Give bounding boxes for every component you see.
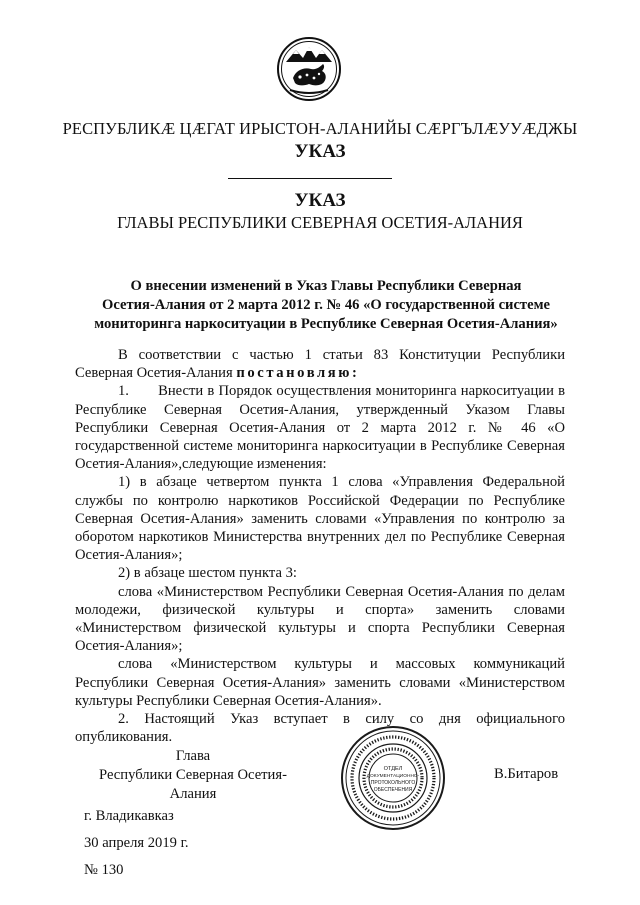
intro-text: В соответствии с частью 1 статьи 83 Конституции Республики Северная Осетия-Алания — [75, 347, 565, 382]
title-line-2: Осетия-Алания от 2 марта 2012 г. № 46 «О государственной системе — [101, 297, 550, 313]
sub-item-1: 1) в абзаце четвертом пункта 1 слова «Управления Федеральной службы по контролю наркотиков Российской Федерации по Республике Северная Осетия-Алания» заменить словами «Управления по контролю за оборотом наркотиков Министерства внутренних дел по Республике Северная Осетия-Алания»; — [75, 474, 565, 564]
signatory-title-line-1: Глава — [175, 748, 211, 764]
decree-heading-ossetian: УКАЗ — [294, 141, 346, 162]
decree-number: № 130 — [84, 862, 124, 878]
sub-item-2b: слова «Министерством культуры и массовых коммуникаций Республики Северная Осетия-Алания» заменить словами «Министерством культуры Республики Северная Осетия-Алания». — [75, 656, 565, 709]
sub-item-2a: слова «Министерством Республики Северная Осетия-Алания по делам молодежи, физической культуры и спорта» заменить словами «Министерством физической культуры и спорта Республики Северная Осетия-Алания»; — [75, 583, 565, 655]
decree-word: постановляю: — [236, 365, 360, 382]
title-line-1: О внесении изменений в Указ Главы Республики Северная — [130, 278, 522, 294]
sub-item-2: 2) в абзаце шестом пункта 3: — [118, 565, 297, 582]
signatory-title-line-2: Республики Северная Осетия-Алания — [99, 767, 287, 802]
issuer-line: ГЛАВЫ РЕСПУБЛИКИ СЕВЕРНАЯ ОСЕТИЯ-АЛАНИЯ — [117, 213, 523, 232]
divider-line — [228, 178, 392, 179]
issue-date: 30 апреля 2019 г. — [84, 835, 189, 851]
official-round-seal-icon — [340, 725, 446, 831]
seal-center-line-1: ОТДЕЛ — [383, 766, 403, 772]
issue-city: г. Владикавказ — [84, 808, 174, 824]
intro-paragraph — [75, 346, 565, 382]
coat-of-arms-emblem-icon — [276, 36, 342, 102]
seal-center-line-2: ДОКУМЕНТАЦИОННО- — [366, 774, 420, 779]
item-1: 1. Внести в Порядок осуществления мониторинга наркоситуации в Республике Северная Осетия-Алания, утвержденный Указом Главы Республики Северная Осетия-Алания от 2 марта 2012 г. № 46 «О государственной системе мониторинга наркоситуации в Республике Северная Осетия-Алания»,следующие изменения: — [75, 383, 565, 473]
title-line-3: мониторинга наркоситуации в Республике Северная Осетия-Алания» — [94, 316, 558, 332]
document-title — [78, 277, 574, 334]
seal-center-line-3: ПРОТОКОЛЬНОГО — [370, 780, 416, 786]
republic-name-ossetian: РЕСПУБЛИКӔ ЦӔГАТ ИРЫСТОН-АЛАНИЙЫ СӔРГЪЛӔУУӔДЖЫ — [62, 119, 578, 138]
signatory-title — [78, 747, 308, 804]
item-2: 2. Настоящий Указ вступает в силу со дня официального опубликования. — [75, 711, 565, 746]
seal-center-line-4: ОБЕСПЕЧЕНИЯ — [373, 787, 413, 793]
document-body — [75, 346, 565, 746]
decree-heading: УКАЗ — [294, 190, 346, 211]
signatory-name: В.Битаров — [494, 766, 559, 782]
